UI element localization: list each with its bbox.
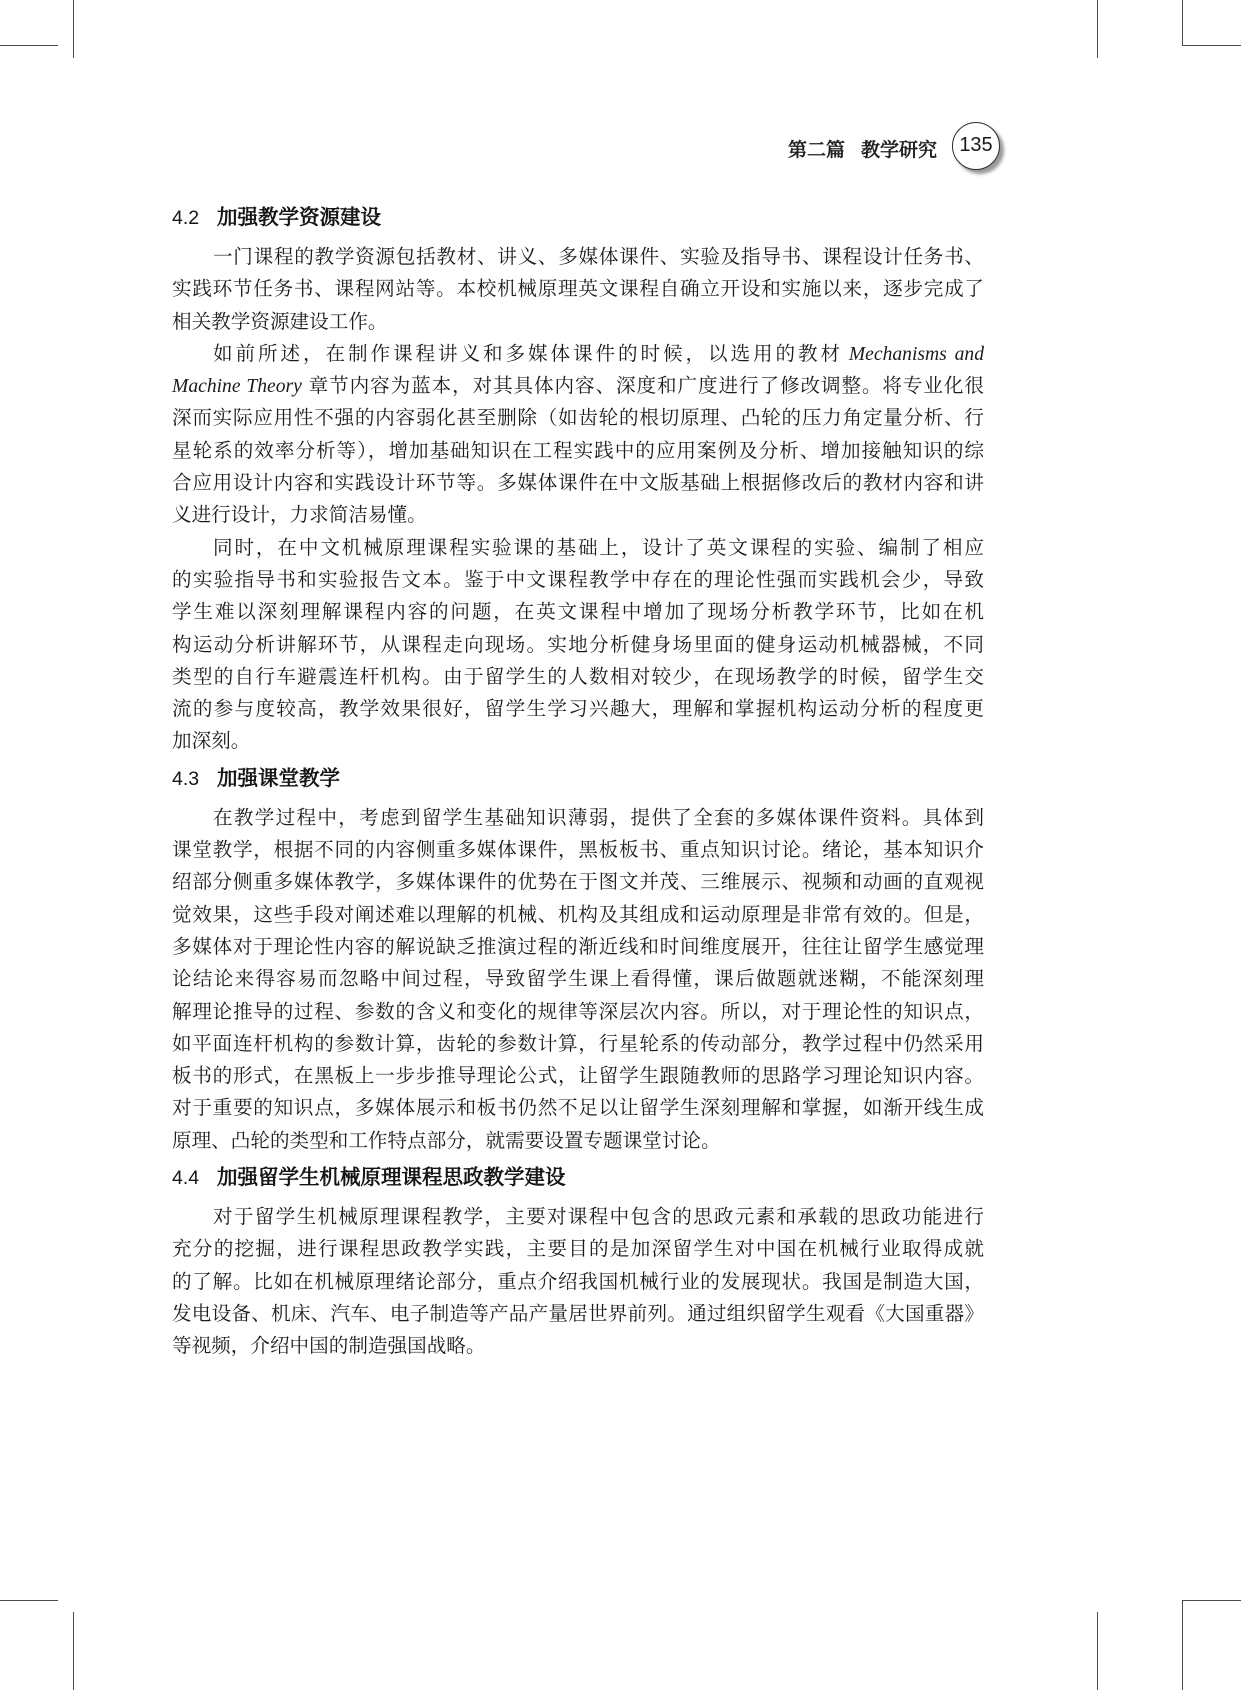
book-title-italic: Mechanisms and bbox=[848, 343, 985, 365]
text-line: 课堂教学，根据不同的内容侧重多媒体课件，黑板板书、重点知识讨论。绪论，基本知识介 bbox=[172, 840, 984, 862]
crop-mark bbox=[1097, 1612, 1098, 1690]
crop-mark bbox=[1182, 0, 1183, 45]
crop-mark bbox=[0, 1600, 58, 1601]
running-head-part: 第二篇 bbox=[787, 139, 845, 161]
text-line: 在教学过程中，考虑到留学生基础知识薄弱，提供了全套的多媒体课件资料。具体到 bbox=[213, 807, 984, 829]
section-number: 4.3 bbox=[172, 767, 200, 790]
paragraph bbox=[172, 242, 984, 339]
section-title: 加强课堂教学 bbox=[217, 766, 340, 790]
text-line: 如平面连杆机构的参数计算，齿轮的参数计算，行星轮系的传动部分，教学过程中仍然采用 bbox=[172, 1033, 984, 1055]
text-line: 同时，在中文机械原理课程实验课的基础上，设计了英文课程的实验、编制了相应 bbox=[213, 537, 984, 559]
running-head bbox=[788, 135, 937, 165]
text-line: 合应用设计内容和实践设计环节等。多媒体课件在中文版基础上根据修改后的教材内容和讲 bbox=[172, 473, 984, 495]
text-line: 类型的自行车避震连杆机构。由于留学生的人数相对较少，在现场教学的时候，留学生交 bbox=[172, 666, 984, 688]
section-heading bbox=[172, 1160, 984, 1196]
text-line: 绍部分侧重多媒体教学，多媒体课件的优势在于图文并茂、三维展示、视频和动画的直观视 bbox=[172, 872, 984, 894]
text-line: 解理论推导的过程、参数的含义和变化的规律等深层次内容。所以，对于理论性的知识点， bbox=[172, 1001, 984, 1023]
text-line: 的实验指导书和实验报告文本。鉴于中文课程教学中存在的理论性强而实践机会少，导致 bbox=[172, 569, 984, 591]
text-line: 相关教学资源建设工作。 bbox=[172, 311, 388, 333]
crop-mark bbox=[1182, 1600, 1241, 1601]
section-heading bbox=[172, 200, 984, 236]
text-line: 一门课程的教学资源包括教材、讲义、多媒体课件、实验及指导书、课程设计任务书、 bbox=[213, 247, 984, 268]
text-line: 学生难以深刻理解课程内容的问题，在英文课程中增加了现场分析教学环节，比如在机 bbox=[172, 602, 984, 624]
paragraph bbox=[172, 1202, 984, 1363]
text-line: 义进行设计，力求简洁易懂。 bbox=[172, 505, 427, 527]
text-line: 充分的挖掘，进行课程思政教学实践，主要目的是加深留学生对中国在机械行业取得成就 bbox=[172, 1239, 984, 1261]
section-title: 加强教学资源建设 bbox=[217, 206, 381, 229]
text-run: 如前所述，在制作课程讲义和多媒体课件的时候，以选用的教材 bbox=[213, 343, 843, 365]
crop-mark bbox=[1182, 45, 1241, 46]
text-line: 构运动分析讲解环节，从课程走向现场。实地分析健身场里面的健身运动机械器械，不同 bbox=[172, 634, 984, 656]
crop-mark bbox=[1097, 0, 1098, 58]
page-number-badge bbox=[952, 122, 1000, 170]
section-title: 加强留学生机械原理课程思政教学建设 bbox=[217, 1166, 566, 1190]
running-head-title: 教学研究 bbox=[860, 139, 937, 161]
crop-mark bbox=[73, 0, 74, 58]
text-line: 对于留学生机械原理课程教学，主要对课程中包含的思政元素和承载的思政功能进行 bbox=[213, 1207, 984, 1229]
text-run: 章节内容为蓝本，对其具体内容、深度和广度进行了修改调整。将专业化很 bbox=[307, 376, 984, 398]
text-line: 觉效果，这些手段对阐述难以理解的机械、机构及其组成和运动原理是非常有效的。但是， bbox=[172, 904, 984, 926]
crop-mark bbox=[0, 45, 58, 46]
text-line bbox=[172, 339, 984, 371]
text-line: 对于重要的知识点，多媒体展示和板书仍然不足以让留学生深刻理解和掌握，如渐开线生成 bbox=[172, 1098, 984, 1120]
paragraph bbox=[172, 339, 984, 533]
text-line: 加深刻。 bbox=[172, 731, 251, 753]
section-number: 4.4 bbox=[172, 1167, 200, 1190]
section-number: 4.2 bbox=[172, 207, 200, 229]
paragraph bbox=[172, 533, 984, 759]
text-line: 实践环节任务书、课程网站等。本校机械原理英文课程自确立开设和实施以来，逐步完成了 bbox=[172, 279, 984, 301]
paragraph bbox=[172, 803, 984, 1158]
text-line: 等视频，介绍中国的制造强国战略。 bbox=[172, 1336, 486, 1358]
text-line: 板书的形式，在黑板上一步步推导理论公式，让留学生跟随教师的思路学习理论知识内容。 bbox=[172, 1066, 984, 1088]
text-line: 多媒体对于理论性内容的解说缺乏推演过程的渐近线和时间维度展开，往往让留学生感觉理 bbox=[172, 936, 984, 958]
text-line: 发电设备、机床、汽车、电子制造等产品产量居世界前列。通过组织留学生观看《大国重器》 bbox=[172, 1303, 984, 1325]
text-line: 深而实际应用性不强的内容弱化甚至删除（如齿轮的根切原理、凸轮的压力角定量分析、行 bbox=[172, 408, 984, 430]
book-title-italic: Machine Theory bbox=[172, 376, 302, 398]
section-heading bbox=[172, 761, 984, 797]
text-line: 星轮系的效率分析等），增加基础知识在工程实践中的应用案例及分析、增加接触知识的综 bbox=[172, 440, 984, 462]
text-line bbox=[172, 371, 984, 403]
crop-mark bbox=[1182, 1600, 1183, 1690]
page-number: 135 bbox=[959, 134, 993, 156]
crop-mark bbox=[73, 1612, 74, 1690]
text-line: 的了解。比如在机械原理绪论部分，重点介绍我国机械行业的发展现状。我国是制造大国， bbox=[172, 1271, 984, 1293]
page-body bbox=[172, 200, 984, 1364]
text-line: 流的参与度较高，教学效果很好，留学生学习兴趣大，理解和掌握机构运动分析的程度更 bbox=[172, 699, 984, 721]
text-line: 论结论来得容易而忽略中间过程，导致留学生课上看得懂，课后做题就迷糊，不能深刻理 bbox=[172, 969, 984, 991]
text-line: 原理、凸轮的类型和工作特点部分，就需要设置专题课堂讨论。 bbox=[172, 1130, 721, 1152]
